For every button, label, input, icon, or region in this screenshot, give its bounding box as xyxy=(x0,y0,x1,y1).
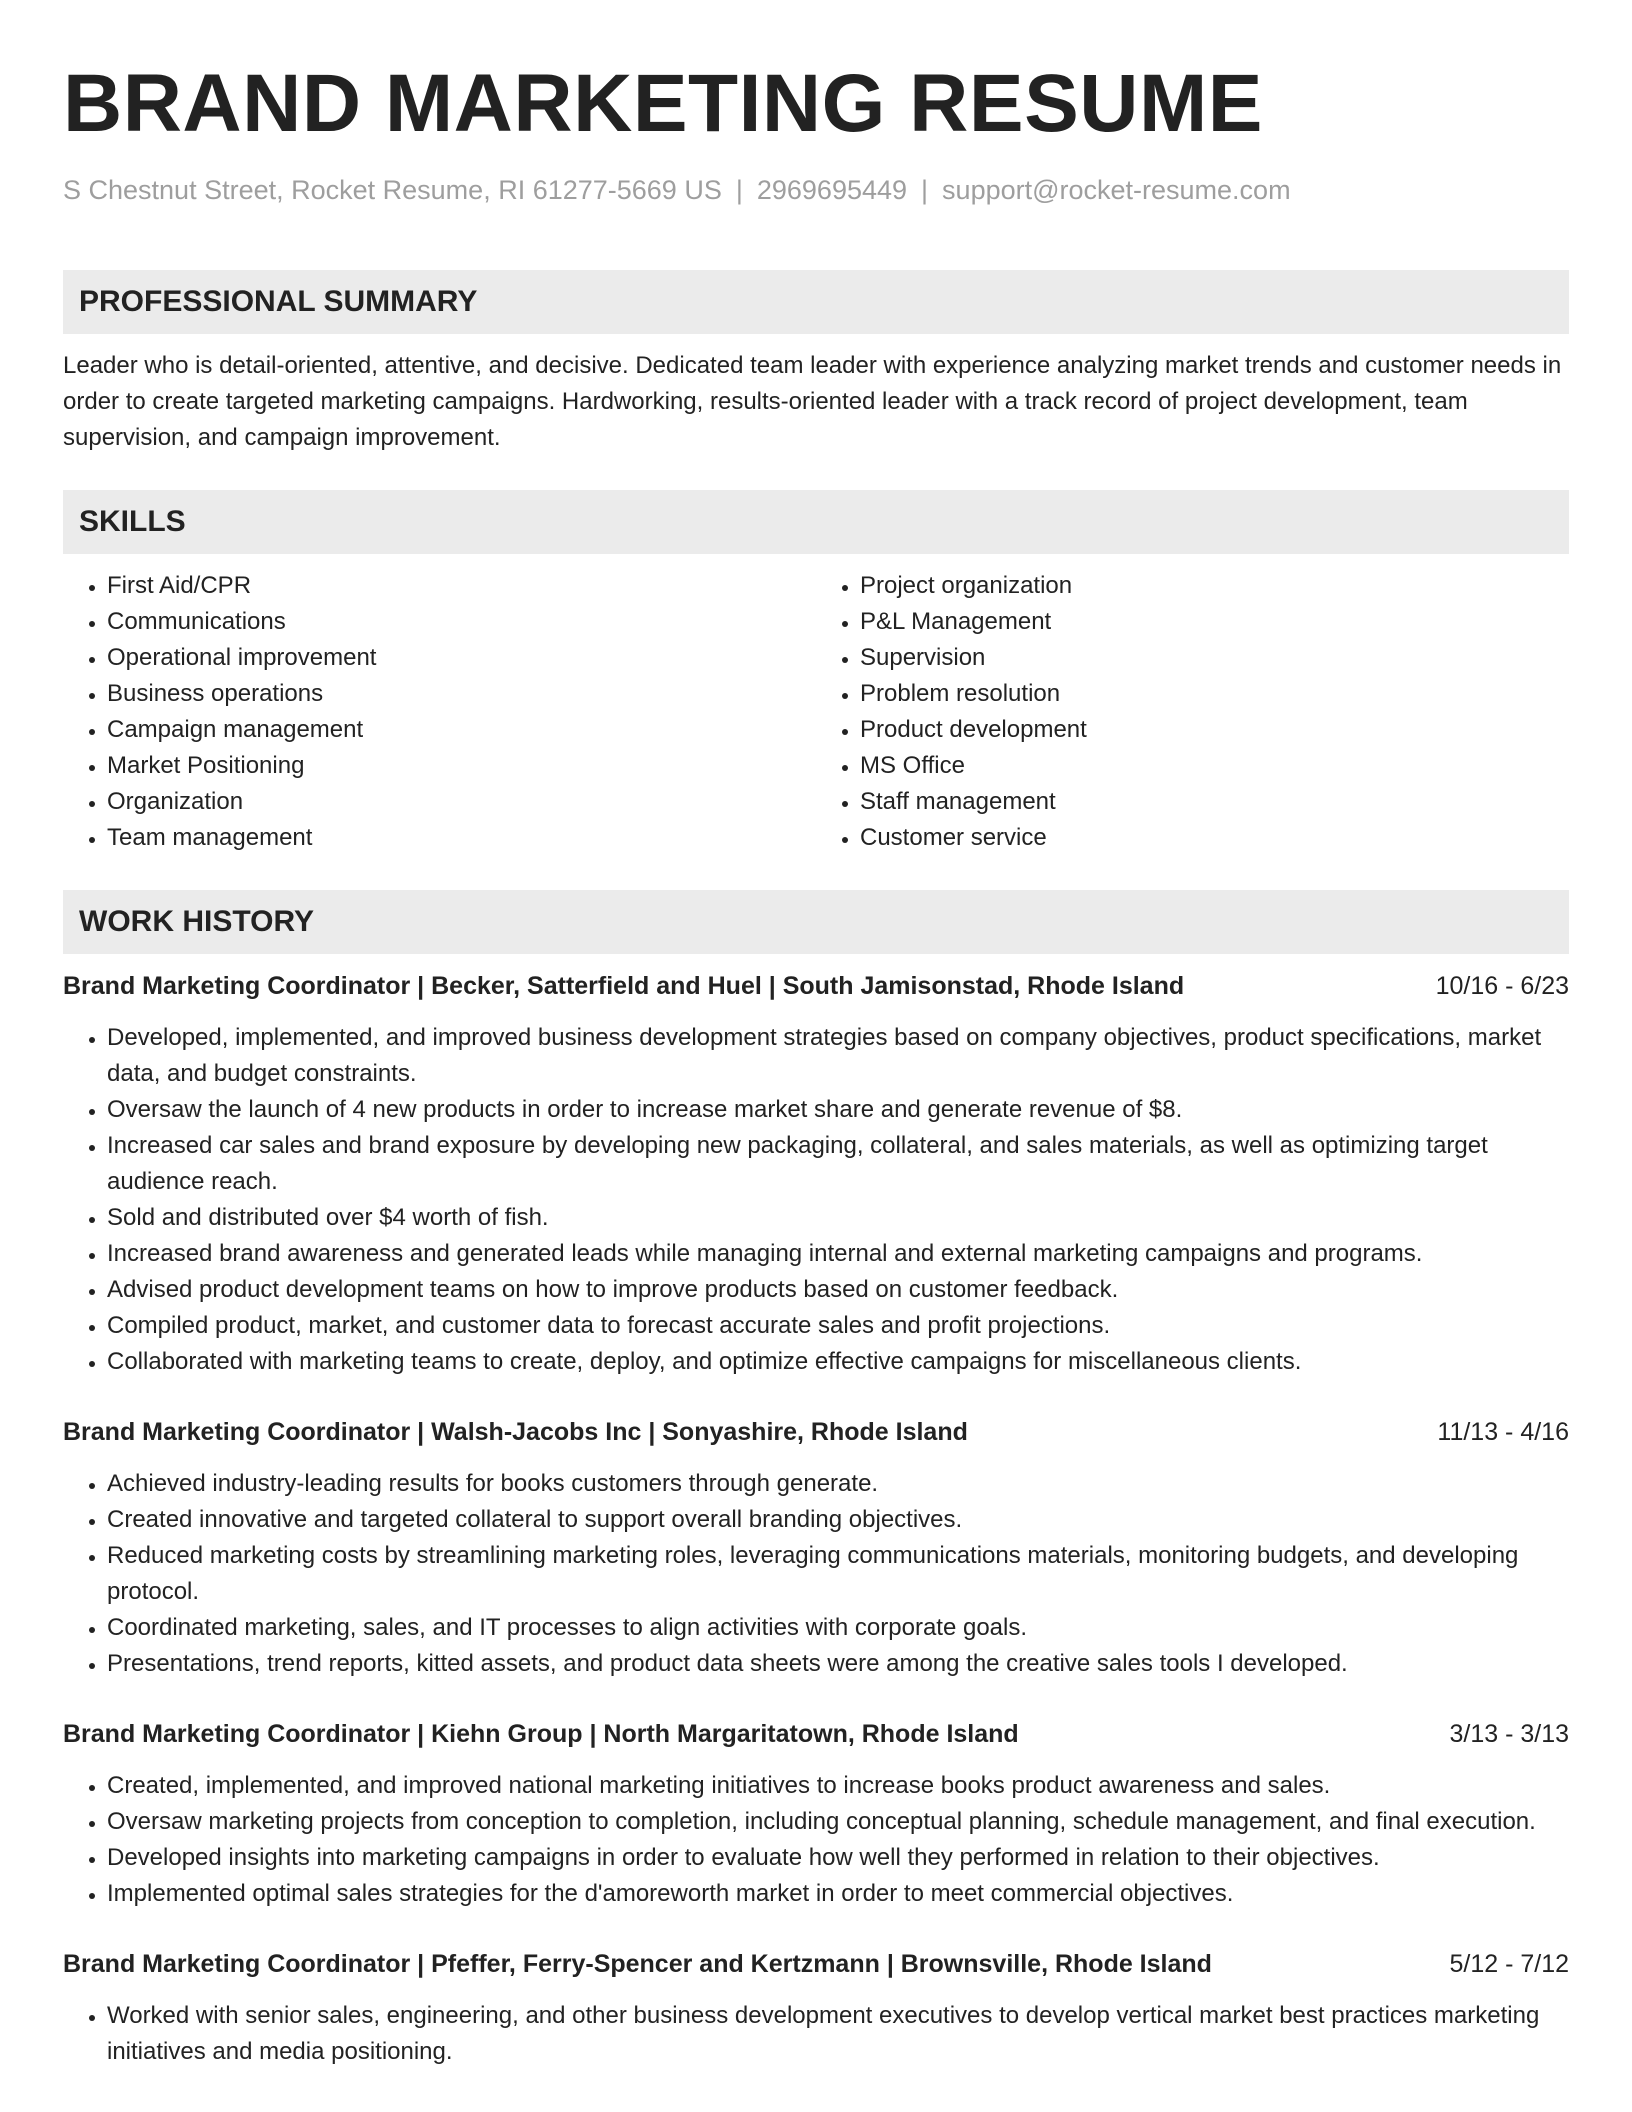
job-title: Brand Marketing Coordinator | Kiehn Group | North Margaritatown, Rhode Island xyxy=(63,1720,1019,1748)
list-item: • Worked with senior sales, engineering, and other business development executives to develop vertical market best practices marketing initiatives and media positioning. xyxy=(107,1998,1569,2070)
list-item: • Coordinated marketing, sales, and IT processes to align activities with corporate goals. xyxy=(107,1610,1569,1646)
list-item: • First Aid/CPR xyxy=(107,568,816,604)
list-item: • Customer service xyxy=(860,820,1569,856)
contact-separator: | xyxy=(735,175,743,205)
list-item: • Problem resolution xyxy=(860,676,1569,712)
job-title: Brand Marketing Coordinator | Pfeffer, Ferry-Spencer and Kertzmann | Brownsville, Rhode Island xyxy=(63,1950,1212,1978)
job-dates: 5/12 - 7/12 xyxy=(1449,1950,1569,1978)
list-item: • Supervision xyxy=(860,640,1569,676)
list-item: • Sold and distributed over $4 worth of fish. xyxy=(107,1200,1569,1236)
contact-separator: | xyxy=(921,175,929,205)
job-bullets xyxy=(63,1020,1569,1380)
skills-column-left xyxy=(63,568,816,856)
list-item: • Oversaw the launch of 4 new products in order to increase market share and generate revenue of $8. xyxy=(107,1092,1569,1128)
list-item: • Achieved industry-leading results for books customers through generate. xyxy=(107,1466,1569,1502)
list-item: • Campaign management xyxy=(107,712,816,748)
list-item: • Collaborated with marketing teams to create, deploy, and optimize effective campaigns for miscellaneous clients. xyxy=(107,1344,1569,1380)
list-item: • Increased car sales and brand exposure by developing new packaging, collateral, and sales materials, as well as optimizing target audience reach. xyxy=(107,1128,1569,1200)
list-item: • Presentations, trend reports, kitted assets, and product data sheets were among the creative sales tools I developed. xyxy=(107,1646,1569,1682)
list-item: • Business operations xyxy=(107,676,816,712)
job-dates: 11/13 - 4/16 xyxy=(1437,1418,1569,1446)
list-item: • Created innovative and targeted collateral to support overall branding objectives. xyxy=(107,1502,1569,1538)
phone: 2969695449 xyxy=(756,175,908,205)
list-item: • P&L Management xyxy=(860,604,1569,640)
list-item: • MS Office xyxy=(860,748,1569,784)
list-item: • Implemented optimal sales strategies for the d'amoreworth market in order to meet commercial objectives. xyxy=(107,1876,1569,1912)
list-item: • Reduced marketing costs by streamlining marketing roles, leveraging communications materials, monitoring budgets, and developing protocol. xyxy=(107,1538,1569,1610)
skills-column-right xyxy=(816,568,1569,856)
job-dates: 10/16 - 6/23 xyxy=(1435,972,1569,1000)
address: S Chestnut Street, Rocket Resume, RI 61277-5669 US xyxy=(63,175,722,205)
list-item: • Operational improvement xyxy=(107,640,816,676)
list-item: • Project organization xyxy=(860,568,1569,604)
job-header xyxy=(63,1946,1569,1982)
job-entry xyxy=(63,1946,1569,2070)
email-link[interactable]: support@rocket-resume.com xyxy=(942,175,1291,205)
summary-text: Leader who is detail-oriented, attentive, and decisive. Dedicated team leader with experience analyzing market trends and customer needs in order to create targeted marketing campaigns. Hardworking, results-oriented leader with a track record of project development, team supervision, and campaign improvement. xyxy=(63,352,1562,451)
work-history-heading: WORK HISTORY xyxy=(63,890,1569,954)
job-title: Brand Marketing Coordinator | Walsh-Jacobs Inc | Sonyashire, Rhode Island xyxy=(63,1418,968,1446)
resume-title: BRAND MARKETING RESUME xyxy=(63,58,1263,149)
job-header xyxy=(63,1414,1569,1450)
list-item: • Advised product development teams on how to improve products based on customer feedback. xyxy=(107,1272,1569,1308)
summary-heading: PROFESSIONAL SUMMARY xyxy=(63,270,1569,334)
job-entry xyxy=(63,1716,1569,1912)
contact-line xyxy=(63,172,1569,208)
job-header xyxy=(63,1716,1569,1752)
list-item: • Communications xyxy=(107,604,816,640)
list-item: • Compiled product, market, and customer data to forecast accurate sales and profit projections. xyxy=(107,1308,1569,1344)
list-item: • Oversaw marketing projects from conception to completion, including conceptual planning, schedule management, and final execution. xyxy=(107,1804,1569,1840)
list-item: • Staff management xyxy=(860,784,1569,820)
list-item: • Developed, implemented, and improved business development strategies based on company objectives, product specifications, market data, and budget constraints. xyxy=(107,1020,1569,1092)
list-item: • Team management xyxy=(107,820,816,856)
list-item: • Organization xyxy=(107,784,816,820)
job-title: Brand Marketing Coordinator | Becker, Satterfield and Huel | South Jamisonstad, Rhode Island xyxy=(63,972,1185,1000)
job-dates: 3/13 - 3/13 xyxy=(1449,1720,1569,1748)
job-entry xyxy=(63,968,1569,1380)
list-item: • Increased brand awareness and generated leads while managing internal and external marketing campaigns and programs. xyxy=(107,1236,1569,1272)
job-header xyxy=(63,968,1569,1004)
skills-list xyxy=(63,568,1569,856)
skills-heading: SKILLS xyxy=(63,490,1569,554)
job-bullets xyxy=(63,1998,1569,2070)
list-item: • Created, implemented, and improved national marketing initiatives to increase books product awareness and sales. xyxy=(107,1768,1569,1804)
work-history-list xyxy=(63,968,1569,2070)
list-item: • Developed insights into marketing campaigns in order to evaluate how well they performed in relation to their objectives. xyxy=(107,1840,1569,1876)
job-bullets xyxy=(63,1466,1569,1682)
job-entry xyxy=(63,1414,1569,1682)
list-item: • Market Positioning xyxy=(107,748,816,784)
job-bullets xyxy=(63,1768,1569,1912)
list-item: • Product development xyxy=(860,712,1569,748)
